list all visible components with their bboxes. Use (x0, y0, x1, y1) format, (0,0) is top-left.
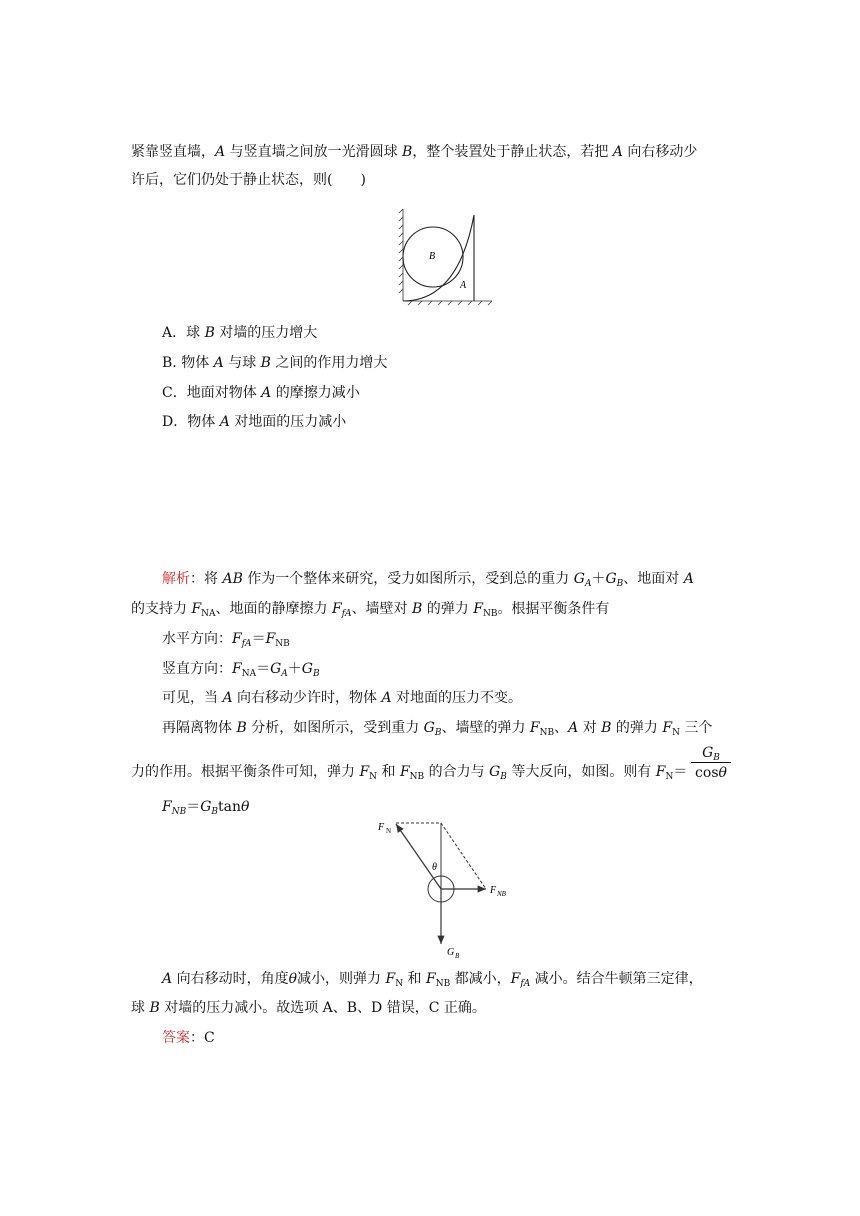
horizontal-equation: 水平方向：$F_{fA}=F_{NB}$ (162, 631, 290, 649)
answer-value: ：C (190, 1030, 215, 1046)
fraction-numerator: $G_B$ (691, 744, 731, 763)
analysis-para-2: 可见，当 A 向右移动少许时，物体 A 对地面的压力不变。 (162, 690, 523, 706)
option-a: A．球 B 对墙的压力增大 (162, 325, 318, 341)
option-b: B. 物体 A 与球 B 之间的作用力增大 (162, 355, 388, 371)
option-c: C．地面对物体 A 的摩擦力减小 (162, 385, 360, 401)
fraction-denominator: cosθ (695, 765, 727, 781)
label-gb-sub: B (455, 952, 460, 960)
analysis-para-3-line-2: 力的作用。根据平衡条件可知，弹力 $F_N$ 和 $F_{NB}$ 的合力与 $G_B$ 等大反向，如图。则有 $F_N=$ (131, 764, 688, 782)
vertical-equation: 竖直方向：$F_{NA}=G_A+G_B$ (162, 661, 320, 679)
label-a: A (460, 280, 467, 291)
label-b: B (429, 251, 436, 262)
label-fn-sub: N (386, 827, 392, 835)
answer-line (162, 1028, 215, 1048)
label-gb: G (447, 947, 455, 958)
analysis-label: 解析 (162, 571, 190, 587)
label-theta: θ (432, 862, 437, 873)
figure-ball-block (398, 207, 494, 307)
question-line-1: 紧靠竖直墙，A 与竖直墙之间放一光滑圆球 B，整个装置处于静止状态，若把 A 向右移动少 (131, 144, 698, 160)
question-line-2: 许后，它们仍处于静止状态，则( ) (131, 172, 366, 188)
figure-force-diagram (370, 812, 530, 962)
label-fnb: F (490, 885, 497, 896)
analysis-para-4-line-2: 球 B 对墙的压力减小。故选项 A、B、D 错误，C 正确。 (131, 1000, 486, 1016)
analysis-para-3-line-1: 再隔离物体 B 分析，如图所示，受到重力 $G_B$、墙壁的弹力 $F_{NB}$、A 对 B 的弹力 $F_N$ 三个 (162, 720, 713, 738)
fnb-equation: $F_{NB}=G_B\tan\theta$ (162, 799, 250, 817)
label-fnb-sub: NB (497, 890, 506, 898)
analysis-line-1: 解析：将 AB 作为一个整体来研究，受力如图所示，受到总的重力 $G_A+G_B$、地面对 A (162, 571, 694, 589)
analysis-para-4-line-1: A 向右移动时，角度θ减小，则弹力 $F_N$ 和 $F_{NB}$ 都减小，$F_{fA}$ 减小。结合牛顿第三定律， (162, 971, 703, 989)
analysis-line-2: 的支持力 $F_{NA}$、地面的静摩擦力 $F_{fA}$、墙壁对 B 的弹力 $F_{NB}$。根据平衡条件有 (131, 601, 610, 619)
answer-label: 答案 (162, 1030, 190, 1046)
label-fn: F (378, 822, 385, 833)
option-d: D．物体 A 对地面的压力减小 (162, 414, 347, 430)
